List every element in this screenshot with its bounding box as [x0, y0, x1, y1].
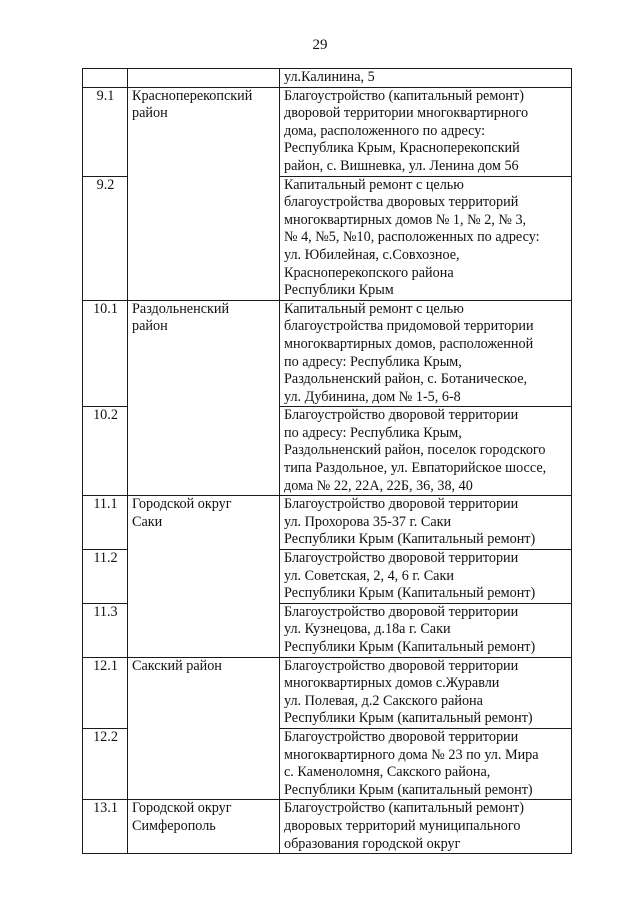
district-cell	[128, 800, 280, 854]
district-name-line: Красноперекопский	[132, 87, 253, 104]
table-row	[83, 87, 572, 176]
description-line: Раздольненский район, поселок городского	[284, 442, 546, 459]
district-cell	[128, 87, 280, 176]
district-cell	[128, 657, 280, 728]
description-line: дворовых территорий муниципального	[284, 817, 521, 834]
description-cell	[280, 176, 572, 300]
district-cell	[128, 728, 280, 799]
row-number: 13.1	[93, 800, 118, 817]
row-number: 9.1	[96, 87, 115, 104]
row-number: 10.2	[93, 407, 118, 424]
row-number: 12.2	[93, 728, 118, 745]
description-cell	[280, 87, 572, 176]
description-line: № 4, №5, №10, расположенных по адресу:	[284, 229, 540, 246]
description-line: Республики Крым (капитальный ремонт)	[284, 781, 533, 798]
table-row	[83, 496, 572, 550]
description-line: типа Раздольное, ул. Евпаторийское шоссе,	[284, 460, 547, 477]
description-line: Благоустройство дворовой территории	[284, 407, 519, 424]
table-row	[83, 728, 572, 799]
description-cell	[280, 300, 572, 407]
description-cell	[280, 657, 572, 728]
description-line: многоквартирных домов № 1, № 2, № 3,	[284, 211, 527, 228]
description-line: Благоустройство дворовой территории	[284, 550, 519, 567]
district-name-line: район	[132, 318, 168, 335]
description-line: Республики Крым (Капитальный ремонт)	[284, 585, 536, 602]
description-line: Благоустройство (капитальный ремонт)	[284, 87, 524, 104]
district-cell	[128, 550, 280, 604]
district-cell	[128, 603, 280, 657]
description-line: ул.Калинина, 5	[284, 69, 375, 85]
description-line: с. Каменоломня, Сакского района,	[284, 764, 491, 781]
improvement-table	[82, 68, 572, 854]
district-name-line: Сакский район	[132, 657, 222, 674]
district-name-line: Саки	[132, 513, 163, 530]
description-line: Капитальный ремонт с целью	[284, 176, 464, 193]
description-line: Республика Крым, Красноперекопский	[284, 140, 520, 157]
description-line: Красноперекопского района	[284, 264, 454, 281]
table-row	[83, 603, 572, 657]
description-line: Капитальный ремонт с целью	[284, 300, 464, 317]
district-cell	[128, 300, 280, 407]
district-cell	[128, 176, 280, 300]
district-name-line: Раздольненский	[132, 300, 230, 317]
row-number-cell	[83, 657, 128, 728]
row-number-cell	[83, 407, 128, 496]
table-row	[83, 407, 572, 496]
description-line: дворовой территории многоквартирного	[284, 105, 529, 122]
description-line: многоквартирного дома № 23 по ул. Мира	[284, 746, 539, 763]
description-line: ул. Прохорова 35-37 г. Саки	[284, 513, 452, 530]
table-row	[83, 550, 572, 604]
description-line: дома, расположенного по адресу:	[284, 122, 486, 139]
description-line: по адресу: Республика Крым,	[284, 353, 462, 370]
row-number-cell	[83, 496, 128, 550]
district-name-line: Симферополь	[132, 817, 216, 834]
row-number: 11.1	[93, 496, 118, 513]
row-number-cell	[83, 300, 128, 407]
description-cell	[280, 407, 572, 496]
description-line: Республики Крым (Капитальный ремонт)	[284, 639, 536, 655]
description-line: Благоустройство дворовой территории	[284, 657, 519, 674]
page-number: 29	[312, 37, 328, 53]
description-line: ул. Юбилейная, с.Совхозное,	[284, 246, 460, 263]
description-line: район, с. Вишневка, ул. Ленина дом 56	[284, 157, 519, 174]
description-line: Благоустройство дворовой территории	[284, 728, 519, 745]
row-number-cell	[83, 69, 128, 88]
row-number: 11.3	[93, 603, 118, 620]
table-row	[83, 657, 572, 728]
description-line: благоустройства дворовых территорий	[284, 194, 519, 211]
row-number-cell	[83, 87, 128, 176]
row-number: 9.2	[96, 176, 115, 193]
description-line: Раздольненский район, с. Ботаническое,	[284, 371, 528, 388]
description-line: ул. Полевая, д.2 Сакского района	[284, 692, 483, 709]
description-cell	[280, 69, 572, 88]
row-number-cell	[83, 800, 128, 854]
district-name-line: Городской округ	[132, 496, 232, 513]
description-line: многоквартирных домов, расположенной	[284, 335, 534, 352]
table-row	[83, 300, 572, 407]
district-cell	[128, 407, 280, 496]
description-cell	[280, 603, 572, 657]
description-line: дома № 22, 22А, 22Б, 36, 38, 40	[284, 477, 473, 494]
description-line: по адресу: Республика Крым,	[284, 424, 462, 441]
row-number-cell	[83, 550, 128, 604]
description-line: Республики Крым (капитальный ремонт)	[284, 710, 533, 727]
description-line: Благоустройство дворовой территории	[284, 496, 519, 513]
district-cell	[128, 496, 280, 550]
row-number: 10.1	[93, 300, 118, 317]
description-line: многоквартирных домов с.Журавли	[284, 675, 500, 692]
description-cell	[280, 550, 572, 604]
row-number: 12.1	[93, 657, 118, 674]
row-number-cell	[83, 176, 128, 300]
district-name-line: район	[132, 105, 168, 122]
description-line: Республики Крым (Капитальный ремонт)	[284, 531, 536, 548]
description-cell	[280, 800, 572, 854]
description-cell	[280, 496, 572, 550]
district-name-line: Городской округ	[132, 800, 232, 817]
description-line: Республики Крым	[284, 282, 394, 299]
description-cell	[280, 728, 572, 799]
description-line: ул. Дубинина, дом № 1-5, 6-8	[284, 388, 461, 405]
description-line: Благоустройство (капитальный ремонт)	[284, 800, 524, 817]
row-number: 11.2	[93, 550, 118, 567]
table-row	[83, 800, 572, 854]
description-line: Благоустройство дворовой территории	[284, 603, 519, 620]
description-line: ул. Кузнецова, д.18а г. Саки	[284, 621, 451, 638]
table-row	[83, 69, 572, 88]
description-line: образования городской округ	[284, 835, 461, 852]
district-cell	[128, 69, 280, 88]
row-number-cell	[83, 603, 128, 657]
description-line: ул. Советская, 2, 4, 6 г. Саки	[284, 567, 454, 584]
row-number-cell	[83, 728, 128, 799]
table-row	[83, 176, 572, 300]
description-line: благоустройства придомовой территории	[284, 318, 534, 335]
